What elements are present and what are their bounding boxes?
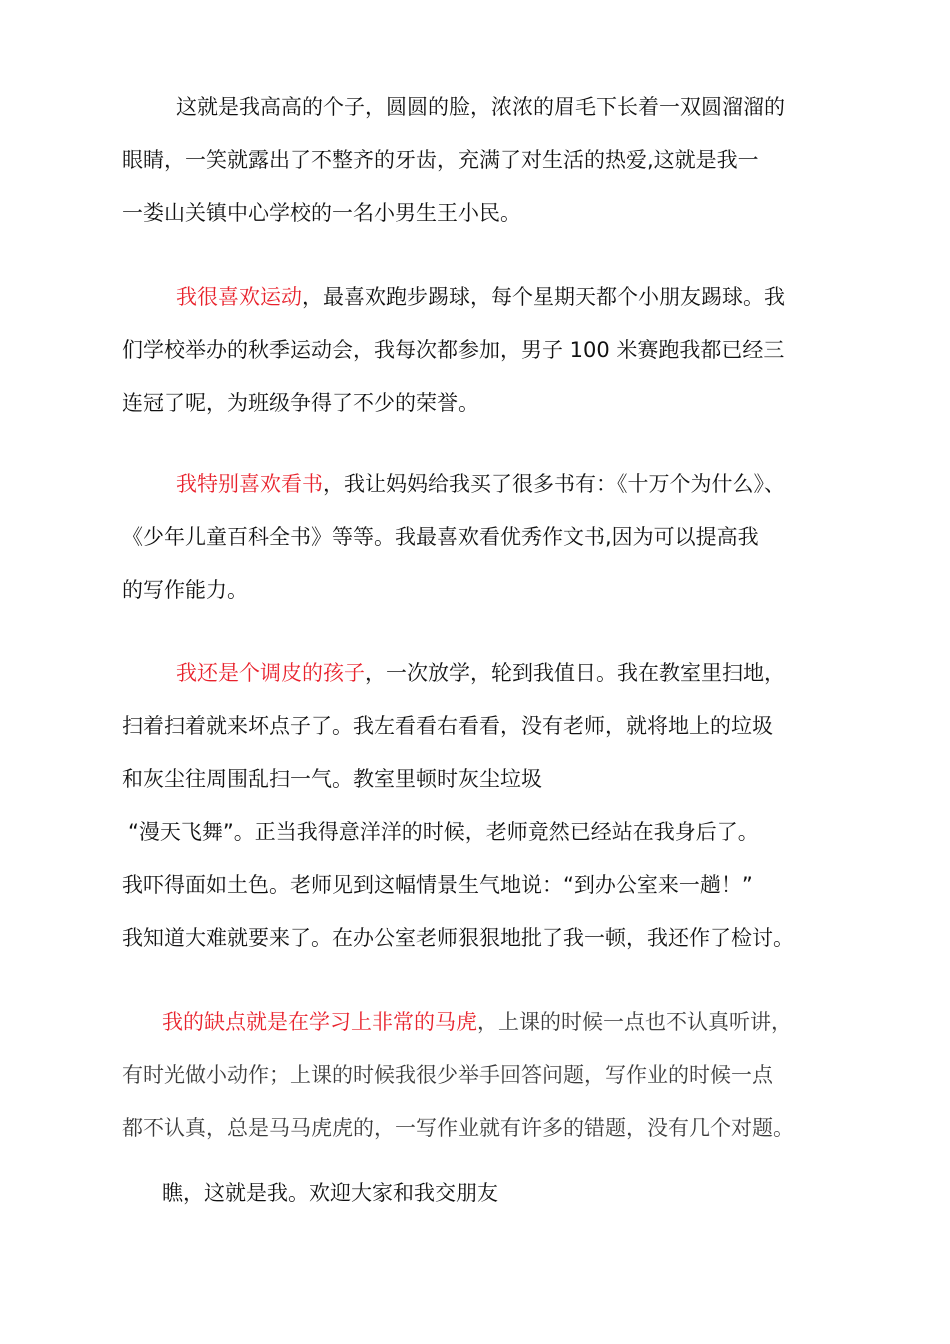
paragraph-2-line-2: 们学校举办的秋季运动会，我每次都参加，男子 100 米赛跑我都已经三	[122, 338, 785, 362]
paragraph-2-line-3: 连冠了呢，为班级争得了不少的荣誉。	[122, 391, 479, 415]
paragraph-4-line-2: 扫着扫着就来坏点子了。我左看看右看看，没有老师，就将地上的垃圾	[122, 714, 773, 738]
paragraph-4-line-1	[176, 658, 785, 688]
paragraph-5-highlight: 我的缺点就是在学习上非常的马虎	[162, 1010, 477, 1034]
paragraph-4-highlight: 我还是个调皮的孩子	[176, 661, 365, 685]
paragraph-2-line-1-text: ，最喜欢跑步踢球，每个星期天都个小朋友踢球。我	[302, 285, 785, 309]
paragraph-4-line-5: 我吓得面如土色。老师见到这幅情景生气地说：“到办公室来一趟！”	[122, 873, 753, 897]
paragraph-4-line-4: “漫天飞舞”。正当我得意洋洋的时候，老师竟然已经站在我身后了。	[128, 820, 759, 844]
paragraph-4-line-1-text: ，一次放学，轮到我值日。我在教室里扫地，	[365, 661, 785, 685]
paragraph-4-line-3: 和灰尘往周围乱扫一气。教室里顿时灰尘垃圾	[122, 767, 542, 791]
paragraph-3-line-1-text: ，我让妈妈给我买了很多书有：《十万个为什么》、	[323, 472, 785, 496]
paragraph-2-line-1	[176, 282, 785, 312]
paragraph-5-line-1-text: ，上课的时候一点也不认真听讲，	[477, 1010, 792, 1034]
paragraph-1-line-2: 眼睛，一笑就露出了不整齐的牙齿，充满了对生活的热爱,这就是我一	[122, 148, 759, 172]
paragraph-5-line-2: 有时光做小动作；上课的时候我很少举手回答问题，写作业的时候一点	[122, 1063, 773, 1087]
paragraph-1-line-1: 这就是我高高的个子，圆圆的脸，浓浓的眉毛下长着一双圆溜溜的	[176, 95, 785, 119]
paragraph-1-line-3: 一娄山关镇中心学校的一名小男生王小民。	[122, 201, 521, 225]
paragraph-3-line-3: 的写作能力。	[122, 578, 248, 602]
paragraph-3-highlight: 我特别喜欢看书	[176, 472, 323, 496]
paragraph-3-line-1	[176, 469, 785, 499]
paragraph-4-line-6: 我知道大难就要来了。在办公室老师狠狠地批了我一顿，我还作了检讨。	[122, 926, 794, 950]
paragraph-5-line-1	[162, 1007, 792, 1037]
paragraph-2-highlight: 我很喜欢运动	[176, 285, 302, 309]
paragraph-5-line-3: 都不认真，总是马马虎虎的，一写作业就有许多的错题，没有几个对题。	[122, 1116, 794, 1140]
paragraph-3-line-2: 《少年儿童百科全书》等等。我最喜欢看优秀作文书,因为可以提高我	[122, 525, 759, 549]
paragraph-6-line-1: 瞧，这就是我。欢迎大家和我交朋友	[162, 1181, 498, 1205]
